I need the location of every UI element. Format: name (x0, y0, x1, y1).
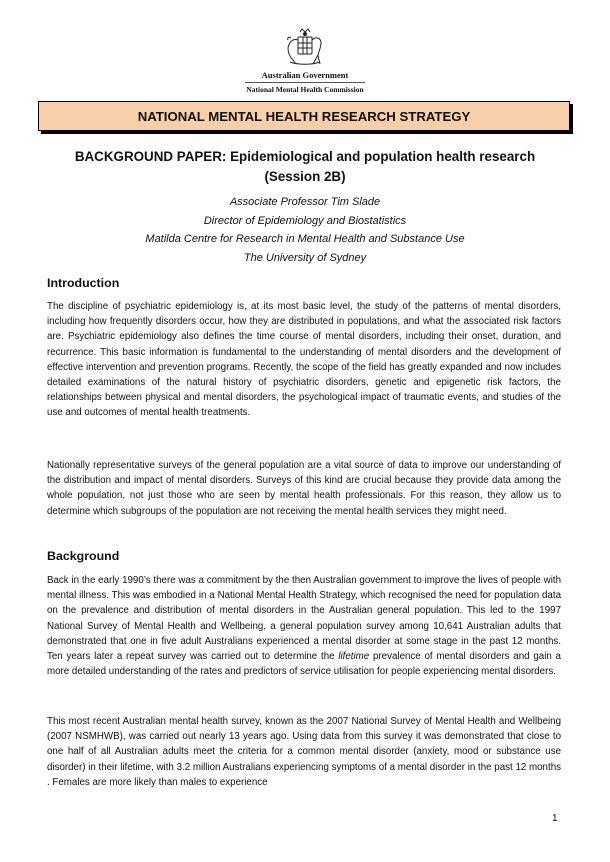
commission-name: National Mental Health Commission (246, 85, 364, 94)
background-paragraph-1 (47, 573, 561, 679)
introduction-heading: Introduction (47, 276, 120, 290)
government-logo (0, 28, 610, 94)
background-paragraph-1-text-a: Back in the early 1990’s there was a commitment by the then Australian government to improve the lives of people with mental illness. This was embodied in a National Mental Health Strategy, which recognised the need for population data on the prevalence and distribution of mental disorders in the Australian general population. This led to the 1997 National Survey of Mental Health and Wellbeing, a general population survey among 10,641 Australian adults that demonstrated that one in five adult Australians experienced a mental disorder at some stage in the past 12 months. Ten years later a repeat survey was carried out to determine the (47, 575, 561, 663)
government-name: Australian Government (261, 70, 349, 80)
introduction-paragraph-2: Nationally representative surveys of the general population are a vital source of data to improve our understanding of the distribution and impact of mental disorders. Surveys of this kind are crucial because they provide data among the whole population, not just those who are seen by mental health professionals. For this reason, they allow us to determine which subgroups of the population are not receiving the mental health services they might need. (47, 460, 561, 517)
introduction-paragraph-1: The discipline of psychiatric epidemiology is, at its most basic level, the study of the patterns of mental disorders, including how frequently disorders occur, how they are distributed in populations, and what the associated risk factors are. Psychiatric epidemiology also defines the time course of mental disorders, including their onset, duration, and recurrence. This basic information is fundamental to the understanding of mental disorders and the development of effective intervention and prevention programs. Recently, the scope of the field has greatly expanded and now includes detailed examinations of the natural history of psychiatric disorders, genetic and epigenetic risk factors, the relationships between physical and mental disorders, the psychological impact of traumatic events, and studies of the use and outcomes of mental health treatments. (47, 301, 561, 419)
coat-of-arms-icon (282, 28, 328, 68)
author-name: Associate Professor Tim Slade (229, 196, 381, 208)
header-divider (245, 82, 365, 83)
author-university: The University of Sydney (243, 251, 367, 264)
background-paragraph-1-text-b: prevalence of mental disorders and gain a more detailed understanding of the rates and predictors of service utilisation for people experiencing mental disorders. (47, 651, 561, 678)
author-role: Director of Epidemiology and Biostatistics (203, 214, 407, 227)
paper-title (40, 147, 570, 187)
strategy-banner: NATIONAL MENTAL HEALTH RESEARCH STRATEGY (38, 101, 570, 131)
background-paragraph-2: This most recent Australian mental health survey, known as the 2007 National Survey of Mental Health and Wellbeing (2007 NSMHWB), was carried out nearly 13 years ago. Using data from this survey it was demonstrated that close to one half of all Australian adults meet the criteria for a common mental disorder (anxiety, mood or substance use disorder) in their lifetime, with 3.2 million Australians experiencing symptoms of a mental disorder in the past 12 months . Females are more likely than males to experience (47, 716, 561, 788)
background-paragraph-1-emphasis: lifetime (338, 651, 370, 663)
paper-title-line-1: BACKGROUND PAPER: Epidemiological and population health research (74, 149, 536, 164)
author-block (40, 193, 570, 267)
paper-title-line-2: (Session 2B) (264, 169, 346, 184)
background-heading: Background (47, 549, 120, 563)
page-number: 1 (552, 813, 558, 824)
author-centre: Matilda Centre for Research in Mental Health and Substance Use (145, 233, 465, 246)
